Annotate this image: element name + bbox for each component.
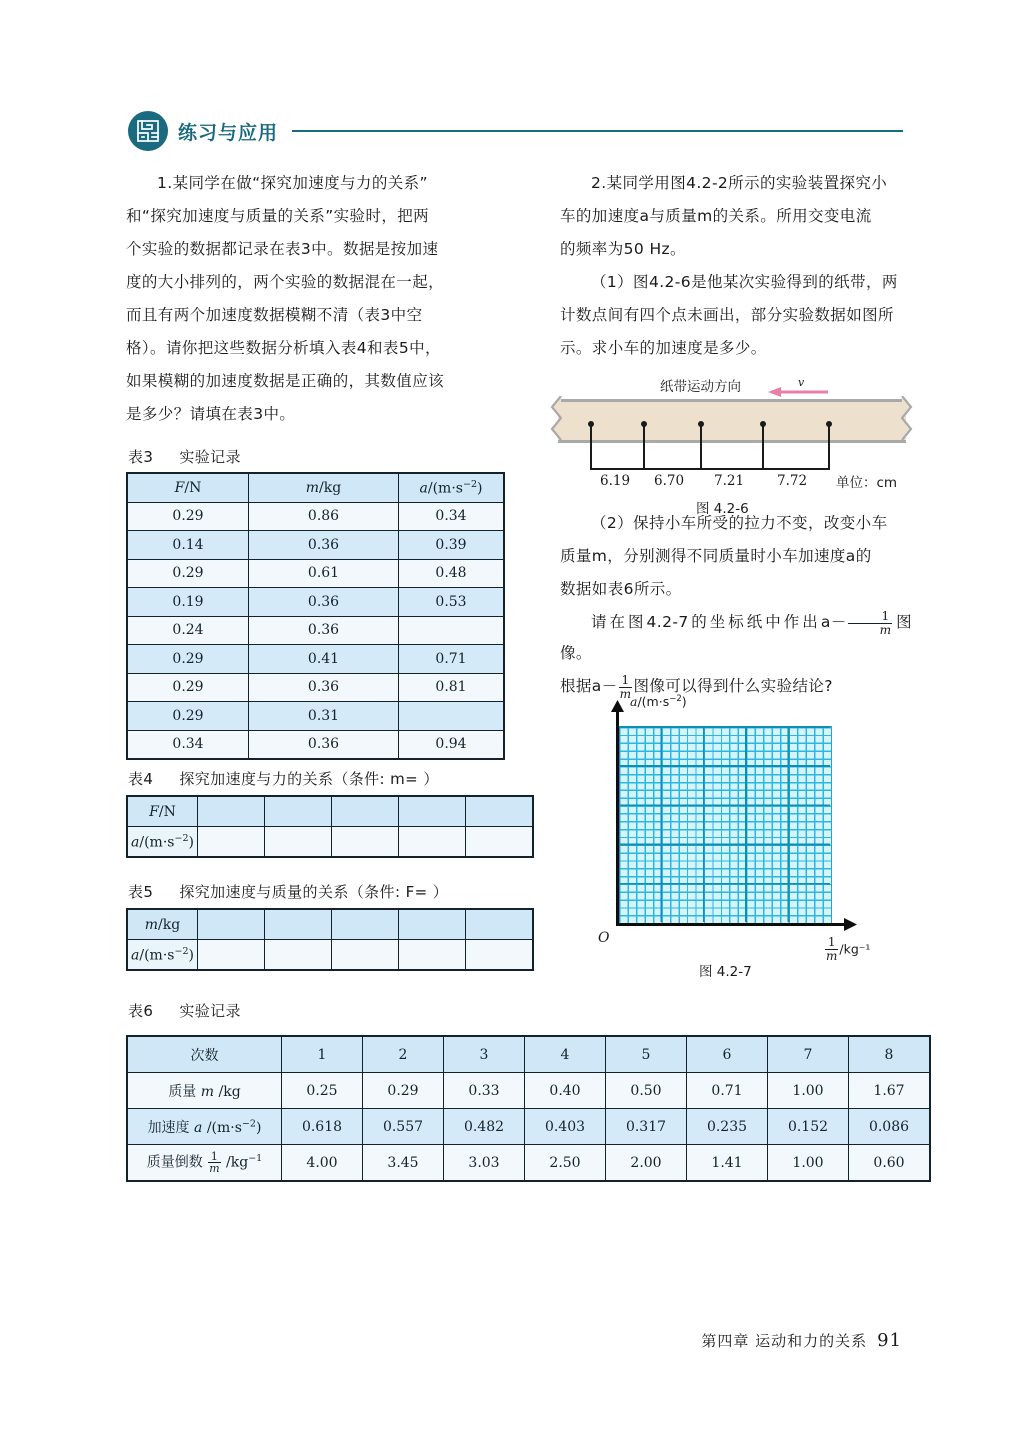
table6-cell: 1.67 (849, 1073, 931, 1109)
table3-cell: 0.29 (127, 559, 249, 588)
table6-cell: 0.403 (525, 1109, 606, 1145)
table3-cell: 0.36 (249, 588, 399, 617)
table6-cell: 5 (606, 1036, 687, 1073)
tape-tick (590, 424, 592, 470)
table3-cell: 0.41 (249, 645, 399, 674)
question-1-line-3: 个实验的数据都记录在表3中。数据是按加速 (126, 240, 439, 258)
table6-cell: 6 (687, 1036, 768, 1073)
table3-cell: 0.81 (399, 673, 505, 702)
table6-cell: 0.557 (363, 1109, 444, 1145)
x-axis-label: $\frac{1}{m}$ /kg⁻¹ (826, 935, 871, 963)
table3-cell: 0.71 (399, 645, 505, 674)
table6-cell: 4 (525, 1036, 606, 1073)
table6-cell: 0.29 (363, 1073, 444, 1109)
table6-cell: 0.40 (525, 1073, 606, 1109)
tape-tick (762, 424, 764, 470)
table-row (127, 702, 504, 731)
table6-cell: 2.50 (525, 1145, 606, 1182)
table3-header-cell: m/kg (249, 473, 399, 502)
table5-caption-no: 表5 (128, 883, 154, 901)
table4-caption-text: 探究加速度与力的关系（条件: m= ） (179, 770, 439, 788)
figure-4-2-6-caption: 图 4.2-6 (696, 501, 749, 517)
table4-blank-cell[interactable] (265, 796, 332, 827)
table3-cell: 0.36 (249, 673, 399, 702)
dimension-line (590, 468, 643, 470)
table-3-experiment-record (126, 472, 505, 760)
table6-row-label: 加速度 a $/(m\cdot s^{-2})$ (127, 1109, 282, 1145)
question-2-2-block (560, 508, 912, 704)
table6-cell: 0.235 (687, 1109, 768, 1145)
tape-unit-note: 单位：cm (836, 475, 898, 491)
table-row (127, 827, 533, 858)
table3-cell: 0.19 (127, 588, 249, 617)
y-axis-line (616, 708, 619, 926)
table3-blank-cell[interactable] (399, 616, 505, 645)
table6-cell: 0.317 (606, 1109, 687, 1145)
x-axis-arrow-icon (844, 918, 857, 931)
dimension-line (643, 468, 700, 470)
right-column (560, 168, 912, 366)
table-row (127, 531, 504, 560)
question-2-1-line-3: 示。求小车的加速度是多少。 (560, 339, 767, 357)
page-footer (0, 1330, 1020, 1351)
interval-label-1: 6.19 (600, 473, 631, 489)
question-1-line-2: 和“探究加速度与质量的关系”实验时，把两 (126, 207, 430, 225)
x-axis-unit: /kg⁻¹ (839, 941, 871, 957)
table6-cell: 1.00 (768, 1073, 849, 1109)
table6-cell: 0.60 (849, 1145, 931, 1182)
table4-row-label: F/N (127, 796, 198, 827)
table3-cell: 0.36 (249, 730, 399, 759)
table6-cell: 0.086 (849, 1109, 931, 1145)
table-row (127, 730, 504, 759)
table6-cell: 3.03 (444, 1145, 525, 1182)
table4-blank-cell[interactable] (399, 796, 466, 827)
table6-row-label: 质量倒数 $\frac{1}{m}$ $/kg^{-1}$ (127, 1145, 282, 1182)
left-column (126, 168, 496, 432)
table6-cell: 0.482 (444, 1109, 525, 1145)
table6-caption-text: 实验记录 (179, 1002, 241, 1020)
question-2-2-line-2: 质量m，分别测得不同质量时小车加速度a的 (560, 547, 872, 565)
origin-label: O (598, 930, 610, 946)
table3-header-cell: $a/(m\cdot s^{-2})$ (399, 473, 505, 502)
table3-cell: 0.36 (249, 616, 399, 645)
table-5-acceleration-mass (126, 908, 534, 971)
table3-cell: 0.31 (249, 702, 399, 731)
table4-caption (126, 768, 439, 796)
dimension-line (762, 468, 828, 470)
table6-cell: 0.50 (606, 1073, 687, 1109)
table3-cell: 0.39 (399, 531, 505, 560)
table4-blank-cell[interactable] (466, 827, 534, 858)
table5-blank-cell[interactable] (332, 940, 399, 971)
tape-body (558, 399, 906, 443)
section-header (128, 110, 903, 152)
tape-tick (700, 424, 702, 470)
one-over-m-fraction: $\frac{1}{m}$ (848, 610, 893, 636)
table6-cell: 4.00 (282, 1145, 363, 1182)
table3-caption-text: 实验记录 (179, 448, 241, 466)
table6-cell: 1 (282, 1036, 363, 1073)
question-2-line-3: 的频率为50 Hz。 (560, 240, 686, 258)
question-1-line-1: 1.某同学在做“探究加速度与力的关系” (157, 174, 428, 192)
table-row (127, 1109, 930, 1145)
table3-cell: 0.29 (127, 502, 249, 531)
table4-blank-cell[interactable] (332, 827, 399, 858)
table6-cell: 0.618 (282, 1109, 363, 1145)
q2-3-text-b: 图像。 (560, 613, 912, 662)
dimension-line (700, 468, 762, 470)
table6-cell: 3 (444, 1036, 525, 1073)
table5-blank-cell[interactable] (332, 909, 399, 940)
question-2-2-line-1: （2）保持小车所受的拉力不变，改变小车 (591, 514, 888, 532)
table3-header-cell: F/N (127, 473, 249, 502)
interval-label-3: 7.21 (714, 473, 745, 489)
figure-4-2-6-paper-tape (556, 375, 912, 517)
table6-cell: 0.33 (444, 1073, 525, 1109)
interval-label-2: 6.70 (654, 473, 685, 489)
q2-3-text-c: 根据a－ (560, 677, 618, 695)
table3-cell: 0.48 (399, 559, 505, 588)
table4-caption-no: 表4 (128, 770, 154, 788)
table-row (127, 502, 504, 531)
table5-blank-cell[interactable] (265, 909, 332, 940)
table-row (127, 796, 533, 827)
question-1-line-5: 而且有两个加速度数据模糊不清（表3中空 (126, 306, 423, 324)
table4-blank-cell[interactable] (265, 827, 332, 858)
question-1-line-6: 格）。请你把这些数据分析填入表4和表5中， (126, 339, 441, 357)
table3-cell: 0.24 (127, 616, 249, 645)
table5-blank-cell[interactable] (399, 940, 466, 971)
table5-blank-cell[interactable] (265, 940, 332, 971)
table6-cell: 2 (363, 1036, 444, 1073)
table3-cell: 0.34 (127, 730, 249, 759)
table-6-experiment-record (126, 1035, 931, 1182)
section-title: 练习与应用 (178, 121, 279, 144)
tape-direction-label: 纸带运动方向 (660, 379, 741, 395)
tape-tick (643, 424, 645, 470)
table6-cell: 0.71 (687, 1073, 768, 1109)
table-row (127, 616, 504, 645)
question-2-1-line-1: （1）图4.2-6是他某次实验得到的纸带，两 (591, 273, 898, 291)
table5-caption (126, 881, 448, 909)
table-row (127, 673, 504, 702)
table-row (127, 909, 533, 940)
svg-text:v: v (798, 377, 805, 389)
table5-blank-cell[interactable] (466, 909, 534, 940)
table3-caption-no: 表3 (128, 448, 154, 466)
table5-row-label: m/kg (127, 909, 198, 940)
question-2-line-2: 车的加速度a与质量m的关系。所用交变电流 (560, 207, 872, 225)
table-row (127, 559, 504, 588)
tape-left-jag (550, 396, 562, 444)
q2-3-text-a: 请在图4.2-7的坐标纸中作出a－ (591, 613, 847, 631)
table6-cell: 0.152 (768, 1109, 849, 1145)
table3-cell: 0.14 (127, 531, 249, 560)
q2-3-text-d: 图像可以得到什么实验结论? (633, 677, 833, 695)
table6-cell: 0.25 (282, 1073, 363, 1109)
table6-row-label: 次数 (127, 1036, 282, 1073)
table4-blank-cell[interactable] (399, 827, 466, 858)
book-maze-icon (128, 111, 168, 151)
table-row (127, 645, 504, 674)
question-1-line-7: 如果模糊的加速度数据是正确的，其数值应该 (126, 372, 445, 390)
table6-row-label: 质量 m /kg (127, 1073, 282, 1109)
table4-blank-cell[interactable] (332, 796, 399, 827)
table3-cell: 0.61 (249, 559, 399, 588)
table6-cell: 7 (768, 1036, 849, 1073)
table3-cell: 0.53 (399, 588, 505, 617)
table3-cell: 0.36 (249, 531, 399, 560)
table5-blank-cell[interactable] (198, 909, 265, 940)
table-row (127, 1073, 930, 1109)
footer-page-number: 91 (877, 1330, 902, 1351)
table-row (127, 588, 504, 617)
table5-row-label: $a/(m\cdot s^{-2})$ (127, 940, 198, 971)
table3-cell: 0.29 (127, 673, 249, 702)
table3-cell: 0.34 (399, 502, 505, 531)
y-axis-arrow-icon (611, 700, 624, 712)
table3-blank-cell[interactable] (399, 702, 505, 731)
table6-caption-no: 表6 (128, 1002, 154, 1020)
question-2-1-line-2: 计数点间有四个点未画出，部分实验数据如图所 (560, 306, 894, 324)
table6-cell: 8 (849, 1036, 931, 1073)
table-4-acceleration-force (126, 795, 534, 858)
header-divider (292, 130, 903, 132)
table4-blank-cell[interactable] (198, 796, 265, 827)
table3-caption (126, 446, 241, 474)
x-axis-line (616, 923, 848, 926)
table6-cell: 1.00 (768, 1145, 849, 1182)
question-1-line-8: 是多少？请填在表3中。 (126, 405, 296, 423)
table5-blank-cell[interactable] (466, 940, 534, 971)
figure-4-2-7-caption: 图 4.2-7 (699, 964, 752, 980)
table3-cell: 0.29 (127, 645, 249, 674)
question-2-line-1: 2.某同学用图4.2-2所示的实验装置探究小 (591, 174, 888, 192)
table3-cell: 0.29 (127, 702, 249, 731)
table-header-row (127, 473, 504, 502)
table6-cell: 2.00 (606, 1145, 687, 1182)
table5-blank-cell[interactable] (399, 909, 466, 940)
table-row (127, 1036, 930, 1073)
question-2-3-line-1 (560, 607, 912, 669)
table4-blank-cell[interactable] (198, 827, 265, 858)
tape-right-jag (901, 396, 913, 444)
footer-chapter: 第四章 运动和力的关系 (701, 1332, 868, 1350)
graph-grid-minor (618, 726, 832, 924)
table3-cell: 0.94 (399, 730, 505, 759)
interval-label-4: 7.72 (777, 473, 808, 489)
question-1-line-4: 度的大小排列的，两个实验的数据混在一起， (126, 273, 445, 291)
question-2-2-line-3: 数据如表6所示。 (560, 580, 682, 598)
one-over-m-fraction: $\frac{1}{m}$ (619, 672, 632, 701)
y-axis-label: $a/(m\cdot s^{-2})$ (630, 694, 687, 710)
table-row (127, 1145, 930, 1182)
table4-blank-cell[interactable] (466, 796, 534, 827)
figure-4-2-7-graph-paper (594, 694, 894, 980)
tape-tick (828, 424, 830, 470)
table4-row-label: $a/(m\cdot s^{-2})$ (127, 827, 198, 858)
table6-cell: 3.45 (363, 1145, 444, 1182)
table6-caption (126, 1000, 241, 1028)
table-row (127, 940, 533, 971)
table6-cell: 1.41 (687, 1145, 768, 1182)
table3-cell: 0.86 (249, 502, 399, 531)
table5-caption-text: 探究加速度与质量的关系（条件: F= ） (179, 883, 449, 901)
table5-blank-cell[interactable] (198, 940, 265, 971)
